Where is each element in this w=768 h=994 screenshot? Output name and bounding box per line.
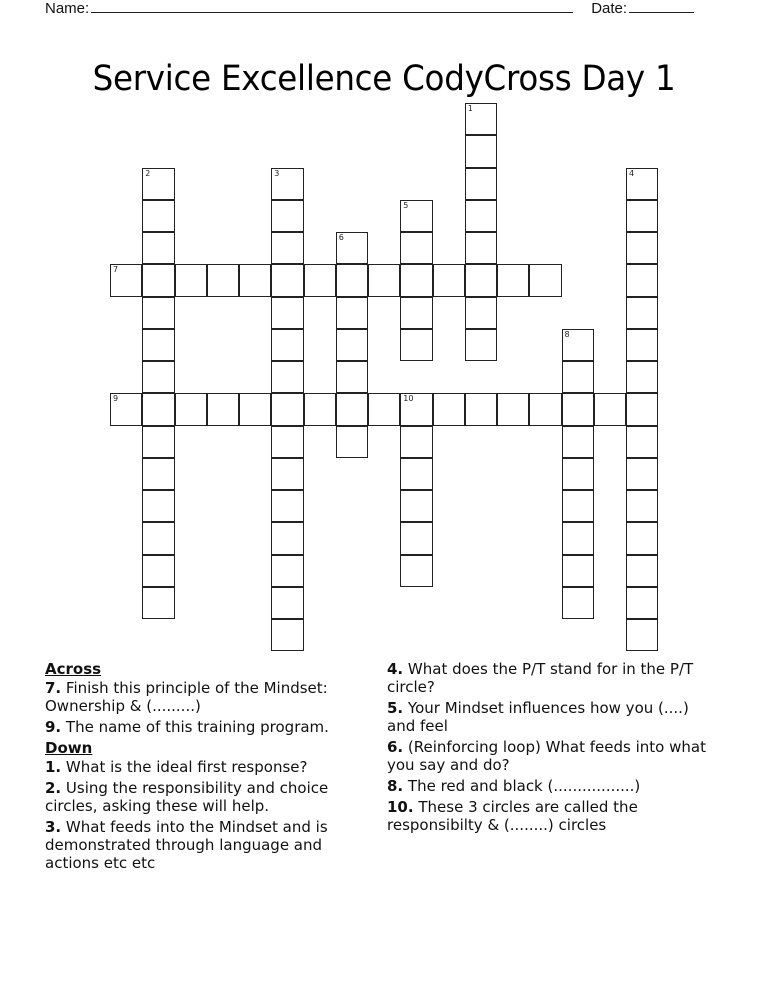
clue-number-label: 10 — [403, 394, 414, 404]
grid-cell[interactable] — [304, 393, 336, 425]
grid-cell[interactable] — [626, 329, 658, 361]
clue-down-8 — [387, 777, 717, 795]
grid-cell[interactable] — [142, 458, 174, 490]
cell-input[interactable] — [466, 169, 496, 199]
cell-input[interactable] — [530, 394, 560, 424]
grid-cell[interactable] — [142, 393, 174, 425]
grid-cell[interactable] — [271, 426, 303, 458]
cell-input[interactable] — [272, 394, 302, 424]
clue-number: 1. — [45, 758, 62, 776]
grid-cell[interactable] — [142, 587, 174, 619]
grid-cell[interactable] — [465, 297, 497, 329]
clue-down-5 — [387, 699, 717, 735]
clue-down-6 — [387, 738, 717, 774]
clue-number-label: 6 — [338, 233, 344, 242]
cell-input[interactable] — [627, 233, 657, 263]
clue-down-4 — [387, 660, 717, 696]
clue-number: 3. — [45, 818, 62, 836]
grid-cell[interactable] — [207, 264, 239, 296]
across-heading: Across — [45, 660, 102, 678]
clue-number: 9. — [45, 718, 62, 736]
grid-cell[interactable] — [465, 232, 497, 264]
clue-across-9 — [45, 718, 370, 736]
cell-input[interactable] — [401, 556, 431, 586]
grid-cell[interactable] — [336, 393, 368, 425]
cell-input[interactable] — [498, 265, 528, 295]
clues-right-column — [387, 660, 717, 837]
clue-text: The name of this training program. — [65, 718, 329, 736]
cell-input[interactable] — [143, 233, 173, 263]
grid-cell[interactable] — [400, 458, 432, 490]
cell-input[interactable] — [498, 394, 528, 424]
cell-input[interactable] — [627, 298, 657, 328]
grid-cell[interactable] — [465, 135, 497, 167]
grid-cell[interactable] — [626, 232, 658, 264]
grid-cell[interactable] — [271, 168, 303, 200]
grid-cell[interactable] — [626, 168, 658, 200]
grid-cell[interactable] — [400, 264, 432, 296]
grid-cell[interactable] — [433, 393, 465, 425]
cell-input[interactable] — [143, 556, 173, 586]
cell-input[interactable] — [627, 620, 657, 650]
cell-input[interactable] — [466, 233, 496, 263]
cell-input[interactable] — [272, 491, 302, 521]
cell-input[interactable] — [563, 394, 593, 424]
cell-input[interactable] — [143, 265, 173, 295]
grid-cell[interactable] — [271, 555, 303, 587]
clue-number-label: 9 — [113, 394, 119, 404]
grid-cell[interactable] — [626, 458, 658, 490]
clue-number-label: 5 — [403, 200, 409, 210]
grid-cell[interactable] — [562, 329, 594, 361]
grid-cell[interactable] — [465, 103, 497, 135]
grid-cell[interactable] — [175, 393, 207, 425]
clue-number-label: 1 — [467, 104, 473, 113]
grid-cell[interactable] — [336, 232, 368, 264]
grid-cell[interactable] — [562, 522, 594, 554]
cell-input[interactable] — [563, 427, 593, 457]
grid-cell[interactable] — [626, 587, 658, 619]
cell-input[interactable] — [627, 169, 657, 199]
cell-input[interactable] — [466, 136, 496, 166]
grid-cell[interactable] — [626, 426, 658, 458]
cell-input[interactable] — [272, 523, 302, 553]
grid-cell[interactable] — [626, 200, 658, 232]
grid-cell[interactable] — [626, 264, 658, 296]
clue-number: 7. — [45, 679, 62, 697]
grid-cell[interactable] — [336, 426, 368, 458]
grid-cell[interactable] — [497, 393, 529, 425]
clue-number-label: 7 — [113, 265, 119, 275]
grid-cell[interactable] — [400, 393, 432, 425]
grid-cell[interactable] — [207, 393, 239, 425]
grid-cell[interactable] — [271, 264, 303, 296]
clue-number: 6. — [387, 738, 404, 756]
cell-input[interactable] — [143, 523, 173, 553]
cell-input[interactable] — [272, 556, 302, 586]
cell-input[interactable] — [530, 265, 560, 295]
clue-text: (Reinforcing loop) What feeds into what you say and do? — [387, 738, 706, 774]
grid-cell[interactable] — [142, 329, 174, 361]
grid-cell[interactable] — [142, 555, 174, 587]
grid-cell[interactable] — [271, 232, 303, 264]
cell-input[interactable] — [434, 265, 464, 295]
cell-input[interactable] — [111, 265, 141, 295]
grid-cell[interactable] — [433, 264, 465, 296]
cell-input[interactable] — [240, 394, 270, 424]
grid-cell[interactable] — [142, 426, 174, 458]
clue-number-label: 2 — [145, 168, 151, 178]
name-label: Name: — [45, 0, 90, 17]
grid-cell[interactable] — [271, 619, 303, 651]
grid-cell[interactable] — [142, 361, 174, 393]
grid-cell[interactable] — [304, 264, 336, 296]
cell-input[interactable] — [627, 491, 657, 521]
grid-cell[interactable] — [271, 329, 303, 361]
clue-down-2 — [45, 779, 370, 815]
cell-input[interactable] — [369, 394, 399, 424]
grid-cell[interactable] — [400, 490, 432, 522]
grid-cell[interactable] — [626, 490, 658, 522]
cell-input[interactable] — [627, 330, 657, 360]
grid-cell[interactable] — [142, 264, 174, 296]
grid-cell[interactable] — [626, 555, 658, 587]
cell-input[interactable] — [627, 523, 657, 553]
grid-cell[interactable] — [562, 458, 594, 490]
grid-cell[interactable] — [529, 264, 561, 296]
cell-input[interactable] — [466, 330, 496, 360]
cell-input[interactable] — [240, 265, 270, 295]
cell-input[interactable] — [627, 459, 657, 489]
grid-cell[interactable] — [142, 200, 174, 232]
cell-input[interactable] — [176, 265, 206, 295]
cell-input[interactable] — [272, 265, 302, 295]
cell-input[interactable] — [272, 620, 302, 650]
cell-input[interactable] — [111, 394, 141, 424]
down-heading: Down — [45, 739, 93, 757]
grid-cell[interactable] — [239, 393, 271, 425]
grid-cell[interactable] — [336, 264, 368, 296]
cell-input[interactable] — [143, 298, 173, 328]
grid-cell[interactable] — [271, 458, 303, 490]
clue-number: 10. — [387, 798, 414, 816]
grid-cell[interactable] — [400, 297, 432, 329]
cell-input[interactable] — [627, 201, 657, 231]
cell-input[interactable] — [627, 588, 657, 618]
grid-cell[interactable] — [400, 200, 432, 232]
cell-input[interactable] — [563, 491, 593, 521]
cell-input[interactable] — [143, 491, 173, 521]
grid-cell[interactable] — [562, 587, 594, 619]
page-title: Service Excellence CodyCross Day 1 — [92, 59, 676, 100]
grid-cell[interactable] — [142, 232, 174, 264]
cell-input[interactable] — [272, 169, 302, 199]
cell-input[interactable] — [369, 265, 399, 295]
clue-number: 5. — [387, 699, 404, 717]
grid-cell[interactable] — [336, 329, 368, 361]
cell-input[interactable] — [563, 523, 593, 553]
clue-number-label: 3 — [274, 168, 280, 178]
grid-cell[interactable] — [142, 297, 174, 329]
clue-text: What feeds into the Mindset and is demonstrated through language and actions etc etc — [45, 818, 328, 872]
date-label: Date: — [591, 0, 628, 17]
cell-input[interactable] — [466, 265, 496, 295]
grid-cell[interactable] — [562, 490, 594, 522]
grid-cell[interactable] — [465, 393, 497, 425]
cell-input[interactable] — [337, 394, 367, 424]
cell-input[interactable] — [401, 427, 431, 457]
grid-cell[interactable] — [465, 200, 497, 232]
cell-input[interactable] — [337, 427, 367, 457]
grid-cell[interactable] — [368, 264, 400, 296]
cell-input[interactable] — [143, 394, 173, 424]
grid-cell[interactable] — [465, 329, 497, 361]
cell-input[interactable] — [208, 265, 238, 295]
cell-input[interactable] — [563, 459, 593, 489]
grid-cell[interactable] — [626, 361, 658, 393]
clue-number-label: 8 — [564, 329, 570, 339]
clue-text: What does the P/T stand for in the P/T circle? — [387, 660, 694, 696]
grid-cell[interactable] — [594, 393, 626, 425]
cell-input[interactable] — [272, 298, 302, 328]
cell-input[interactable] — [401, 201, 431, 231]
grid-cell[interactable] — [368, 393, 400, 425]
grid-cell[interactable] — [271, 587, 303, 619]
grid-cell[interactable] — [562, 393, 594, 425]
grid-cell[interactable] — [626, 297, 658, 329]
cell-input[interactable] — [337, 362, 367, 392]
cell-input[interactable] — [401, 233, 431, 263]
cell-input[interactable] — [563, 330, 593, 360]
cell-input[interactable] — [434, 394, 464, 424]
cell-input[interactable] — [272, 427, 302, 457]
cell-input[interactable] — [272, 588, 302, 618]
cell-input[interactable] — [466, 298, 496, 328]
cell-input[interactable] — [143, 588, 173, 618]
cell-input[interactable] — [627, 427, 657, 457]
cell-input[interactable] — [272, 233, 302, 263]
grid-cell[interactable] — [400, 232, 432, 264]
grid-cell[interactable] — [465, 264, 497, 296]
cell-input[interactable] — [176, 394, 206, 424]
cell-input[interactable] — [337, 265, 367, 295]
grid-cell[interactable] — [175, 264, 207, 296]
cell-input[interactable] — [563, 556, 593, 586]
cell-input[interactable] — [143, 362, 173, 392]
grid-cell[interactable] — [142, 522, 174, 554]
grid-cell[interactable] — [562, 426, 594, 458]
clue-text: The red and black (.................) — [407, 777, 641, 795]
grid-cell[interactable] — [626, 619, 658, 651]
clue-text: Using the responsibility and choice circles, asking these will help. — [45, 779, 329, 815]
cell-input[interactable] — [401, 394, 431, 424]
cell-input[interactable] — [401, 330, 431, 360]
grid-cell[interactable] — [271, 361, 303, 393]
cell-input[interactable] — [595, 394, 625, 424]
grid-cell[interactable] — [336, 297, 368, 329]
cell-input[interactable] — [466, 394, 496, 424]
clue-number: 8. — [387, 777, 404, 795]
cell-input[interactable] — [627, 394, 657, 424]
grid-cell[interactable] — [626, 393, 658, 425]
cell-input[interactable] — [337, 330, 367, 360]
clue-number: 2. — [45, 779, 62, 797]
grid-cell[interactable] — [465, 168, 497, 200]
cell-input[interactable] — [272, 459, 302, 489]
cell-input[interactable] — [143, 459, 173, 489]
grid-cell[interactable] — [400, 426, 432, 458]
grid-cell[interactable] — [110, 264, 142, 296]
cell-input[interactable] — [143, 169, 173, 199]
grid-cell[interactable] — [400, 329, 432, 361]
grid-cell[interactable] — [400, 522, 432, 554]
cell-input[interactable] — [563, 588, 593, 618]
grid-cell[interactable] — [271, 200, 303, 232]
grid-cell[interactable] — [110, 393, 142, 425]
cell-input[interactable] — [627, 265, 657, 295]
cell-input[interactable] — [401, 491, 431, 521]
cell-input[interactable] — [627, 362, 657, 392]
cell-input[interactable] — [401, 523, 431, 553]
cell-input[interactable] — [401, 459, 431, 489]
clues-left-column — [45, 660, 370, 875]
cell-input[interactable] — [272, 362, 302, 392]
cell-input[interactable] — [466, 104, 496, 134]
cell-input[interactable] — [337, 233, 367, 263]
clue-across-7 — [45, 679, 370, 715]
grid-cell[interactable] — [142, 490, 174, 522]
cell-input[interactable] — [337, 298, 367, 328]
grid-cell[interactable] — [562, 361, 594, 393]
cell-input[interactable] — [401, 265, 431, 295]
cell-input[interactable] — [272, 201, 302, 231]
grid-cell[interactable] — [336, 361, 368, 393]
clue-number-label: 4 — [629, 168, 635, 178]
grid-cell[interactable] — [626, 522, 658, 554]
cell-input[interactable] — [143, 201, 173, 231]
cell-input[interactable] — [305, 265, 335, 295]
clue-down-1 — [45, 758, 370, 776]
cell-input[interactable] — [305, 394, 335, 424]
cell-input[interactable] — [466, 201, 496, 231]
cell-input[interactable] — [272, 330, 302, 360]
grid-cell[interactable] — [142, 168, 174, 200]
clue-text: These 3 circles are called the responsibilty & (........) circles — [387, 798, 638, 834]
clue-text: Your Mindset influences how you (....) and feel — [387, 699, 689, 735]
cell-input[interactable] — [627, 556, 657, 586]
grid-cell[interactable] — [271, 393, 303, 425]
grid-cell[interactable] — [562, 555, 594, 587]
clue-text: What is the ideal first response? — [65, 758, 308, 776]
clue-down-3 — [45, 818, 370, 872]
grid-cell[interactable] — [271, 297, 303, 329]
cell-input[interactable] — [143, 330, 173, 360]
grid-cell[interactable] — [239, 264, 271, 296]
clue-down-10 — [387, 798, 717, 834]
cell-input[interactable] — [143, 427, 173, 457]
grid-cell[interactable] — [400, 555, 432, 587]
cell-input[interactable] — [563, 362, 593, 392]
grid-cell[interactable] — [529, 393, 561, 425]
clue-text: Finish this principle of the Mindset: Ownership & (.........) — [45, 679, 328, 715]
clue-number: 4. — [387, 660, 404, 678]
grid-cell[interactable] — [497, 264, 529, 296]
cell-input[interactable] — [401, 298, 431, 328]
grid-cell[interactable] — [271, 490, 303, 522]
cell-input[interactable] — [208, 394, 238, 424]
grid-cell[interactable] — [271, 522, 303, 554]
